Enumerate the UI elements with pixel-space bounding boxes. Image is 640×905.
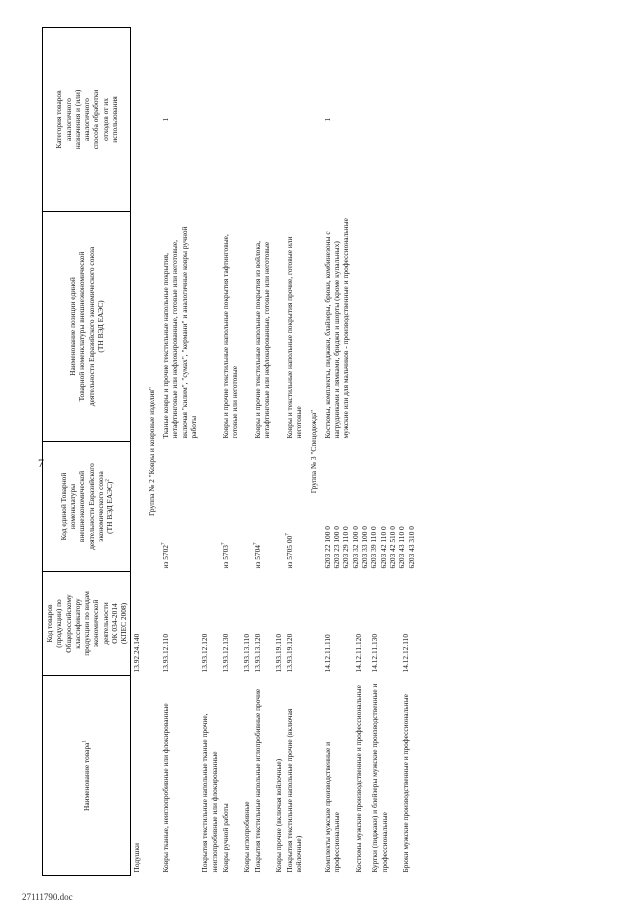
table-row: [220, 28, 241, 876]
tnved-description: Костюмы, комплекты, пиджаки, блайзеры, брюки, комбинезоны с нагрудниками и лямками, бриджи и шорты (кроме купальных) мужские или для мальчиков - производственные и профессиональные: [322, 218, 351, 439]
tnved-description: Ковры и текстильные напольные покрытия прочие, готовые или неготовые: [284, 236, 304, 439]
group-row: [305, 28, 322, 876]
header-tnved-code: Код единой Товарной номенклатуры внешнеэкономической деятельности Евразийского экономического союза (ТН ВЭД ЕАЭС)$^2$: [43, 442, 131, 572]
okpd-code: 13.93.12.120: [200, 633, 210, 673]
goods-name: Куртки (пиджаки) и блейзеры мужские производственные и профессиональные: [370, 683, 389, 873]
tnved-code: из 5703$^7$: [220, 542, 230, 569]
okpd-code: 13.92.24.140: [131, 572, 143, 676]
goods-name: Брюки мужские производственные и профессиональные: [401, 694, 411, 873]
header-tnved-name: Наименование позиции единой Товарной номенклатуры внешнеэкономической деятельности Евразийского экономического союза (ТН ВЭД ЕАЭС): [43, 212, 131, 442]
document-id: 27111790.doc: [22, 892, 73, 902]
tnved-code: из 5705 $00^7$: [284, 533, 294, 569]
goods-name: Ковры тканые, неиглопробивные или флокированные: [160, 703, 170, 873]
okpd-code: 13.93.13.120: [252, 633, 262, 673]
goods-table: [42, 27, 417, 876]
goods-name: Ковры прочие (включая войлочные): [273, 758, 283, 873]
table-row: [199, 28, 220, 876]
tnved-code: из 5702$^7$: [160, 542, 170, 569]
tnved-code: из 5704$^7$: [252, 542, 262, 569]
group-title: Группа № 2 "Ковры и ковровые изделия": [146, 387, 156, 516]
okpd-code: 13.93.13.110: [241, 633, 251, 673]
group-row: [143, 28, 160, 876]
table-row: [273, 28, 284, 876]
header-category: Категория товаров аналогичного назначения и (или) аналогичного способа обработки отходов от их использования: [43, 28, 131, 212]
table-header-row: [43, 28, 131, 876]
table-row: [284, 28, 305, 876]
goods-name: Ковры ручной работы: [220, 803, 230, 873]
tnved-code-list: 6203 22 100 0 6203 23 100 0 6203 29 110 0 6203 32 100 0 6203 33 100 0 6203 39 110 0 6203 42 110 0 6203 42 510 0 6203 43 110 0 6203 43 310 0: [322, 526, 416, 569]
tnved-description: Тканые ковры и прочие текстильные напольные покрытия, нетафтинговые или нефлокированные, готовые или неготовые, включая "килим", "сумах", "кермани" и аналогичные ковры ручной работы: [160, 226, 198, 439]
group-title: Группа № 3 "Спецодежда": [308, 409, 318, 494]
okpd-code: 14.12.11.110: [322, 634, 332, 673]
page-number: 7: [38, 456, 44, 470]
okpd-code: 14.12.11.120: [353, 633, 363, 673]
table-row: [131, 28, 143, 876]
table-row: [322, 28, 353, 876]
header-goods-name: Наименование товара$^1$: [43, 676, 131, 876]
tnved-description: Ковры и прочие текстильные напольные покрытия тафтинговые, готовые или неготовые: [220, 234, 240, 439]
goods-name: Покрытия текстильные напольные тканые прочие, неиглопробивные или флокированные: [200, 713, 219, 873]
table-row: [241, 28, 252, 876]
rotated-table-area: [42, 28, 590, 876]
okpd-code: 13.93.12.130: [220, 633, 230, 673]
goods-name: Покрытия текстильные напольные иглопробивные прочие: [252, 688, 262, 873]
header-okpd-code: Код товаров (продукции) по Общероссийскому классификатору продукции по видам экономической деятельности ОК 034-2014 (КПЕС 2008): [43, 572, 131, 676]
tnved-description: Ковры и прочие текстильные напольные покрытия из войлока, нетафтинговые или нефлокированные, готовые или неготовые: [252, 241, 272, 439]
okpd-code: 14.12.12.110: [401, 633, 411, 673]
goods-name: Покрытия текстильные напольные прочие (включая войлочные): [284, 708, 304, 873]
goods-name: Костюмы мужские производственные и профессиональные: [353, 685, 363, 873]
goods-name: Комплекты мужские производственные и профессиональные: [322, 741, 342, 873]
okpd-code: 13.93.19.110: [273, 633, 283, 673]
okpd-code: 13.93.19.120: [284, 633, 294, 673]
okpd-code: 14.12.11.130: [370, 633, 380, 673]
table-row: [160, 28, 199, 876]
goods-name: Ковры иглопробивные: [241, 801, 251, 873]
table-row: [252, 28, 273, 876]
category-value: 1: [160, 117, 170, 122]
goods-name: Подушки: [131, 676, 143, 876]
category-value: 1: [322, 117, 332, 122]
okpd-code: 13.93.12.110: [160, 633, 170, 673]
